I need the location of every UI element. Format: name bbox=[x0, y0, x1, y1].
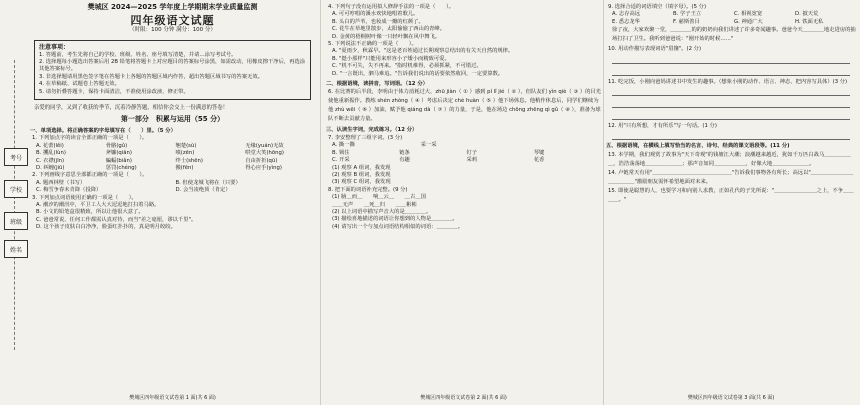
option: A. 志存高远 bbox=[612, 11, 641, 18]
option: 搬(fēn) bbox=[175, 164, 194, 171]
section-heading: 五、根据语境，在横线上填写恰当的名言、诗句、经典的课文语段等。(11 分) bbox=[606, 143, 790, 150]
binding-label-name: 姓名 bbox=[4, 240, 28, 258]
option: B. 但使龙城飞将在（只要） bbox=[175, 179, 241, 186]
section-heading: 二、根据语境，读拼音，写词语。（12 分） bbox=[326, 81, 428, 88]
notice-heading: 注意事项： bbox=[39, 44, 70, 52]
fill-blank-row: ＿＿无声 ＿死＿归 ＿＿彬彬 bbox=[332, 201, 417, 208]
question-2: 2. 下列画线字意思全部都正确的一项是（ ）。 bbox=[32, 172, 148, 179]
word: C. 开采 bbox=[332, 157, 350, 164]
word: 钉子 bbox=[466, 149, 478, 156]
notice-item: 1. 答题前，考生先将自己的学校、班级、姓名、座号填写清楚，并请…涂写考试号。 bbox=[39, 51, 237, 58]
answer-prompt: (1) 观察 A 组词，我发现 bbox=[332, 164, 391, 171]
question-7-words bbox=[332, 142, 601, 149]
page-footer: 樊城区四年级语文试卷第 3 面(共 6 面) bbox=[687, 394, 775, 401]
option: A. 花蕾(lěi) bbox=[36, 142, 64, 149]
question-9-passage: 徐了夜，大家欢聚一堂，＿＿＿＿的的奶奶向我们讲述了许多奇闻趣事。爸爸今天＿＿＿＿地走进房的抽场打扫了卫生。我听到爸爸说："刚开始的时候……" bbox=[612, 27, 856, 43]
option: A. 可可哼唱的溪水欢快地唱着歌儿。 bbox=[332, 11, 419, 18]
option: 骨骼(gǔ) bbox=[105, 142, 128, 149]
question-8: 8. 把下面的词语补充完整。(9 分) bbox=[328, 186, 408, 193]
word bbox=[510, 142, 599, 149]
question-7: 7. 李安整理了三组字词。(3 分) bbox=[328, 134, 403, 141]
option: D. "一言既出，驷马难追。"告诉我们说出的话要依然收回，一定要算数。 bbox=[332, 70, 504, 77]
exam-title: 樊城区 2024—2025 学年度上学期期末学业质量监测 bbox=[87, 3, 258, 11]
section-heading: 三、认读生字词，完成练习。（12 分） bbox=[326, 127, 418, 134]
subject-title: 四年级语文试题 bbox=[130, 14, 215, 28]
question-10: 10. 用动作描写表现词语"眉攘"。(2 分) bbox=[608, 46, 702, 53]
answer-prompt: (2) 观察 B 组词，我发现 bbox=[332, 171, 391, 178]
option: 哄堂大笑(hōng) bbox=[245, 150, 284, 157]
question-13: 13. 本学期，我们观赏了故事为"天下奇观"的钱塘江大潮；浪潮越来越近，犹如千万匹白战马＿＿＿＿＿＿，浩浩荡荡地＿＿＿＿＿＿＿；那声音如同＿＿＿＿＿＿，好像大地＿＿＿＿＿＿＿。 bbox=[608, 151, 851, 167]
option: 斧镰(qiān) bbox=[105, 150, 132, 157]
answer-line[interactable] bbox=[612, 55, 850, 64]
notice-box bbox=[34, 40, 311, 100]
option: B. 学子王立 bbox=[673, 11, 702, 18]
question-4: 4. 下列句子没有运用拟人修辞手法的一项是（ ）。 bbox=[328, 4, 454, 10]
word: 有趣 bbox=[399, 157, 410, 164]
answer-line[interactable] bbox=[612, 67, 850, 76]
option: C. 爸爸常说，任何工作都需认真对待，而当"差之毫厘，谬以千里"。 bbox=[36, 216, 197, 223]
option: 得心应手(yìng) bbox=[245, 164, 282, 171]
exam-meta: （时限：100 分钟 满分：100 分） bbox=[129, 26, 216, 33]
option: B. 头白的芦苇，也妆成一瓣的红颜了。 bbox=[332, 18, 424, 25]
word: 琴键 bbox=[533, 149, 545, 156]
option: 嗔(zēn) bbox=[175, 150, 195, 157]
option: D. 这个孩子皮肤白白净净，脸蛋红扑扑的，真是明月皎皎。 bbox=[36, 224, 176, 231]
page-divider bbox=[320, 0, 321, 405]
notice-item: 5. 请勿折叠答题卡，保持卡面清洁，不准使用涂改液、修正带。 bbox=[39, 88, 189, 95]
binding-margin bbox=[0, 0, 28, 405]
question-9: 9. 选择合适的词语填空（填字母）。(5 分) bbox=[608, 4, 707, 10]
option: H. 铁面无私 bbox=[795, 18, 824, 25]
answer-line[interactable] bbox=[612, 87, 850, 96]
option: C. 花牛在草地里散步，太阳偷偷了西山的青峰。 bbox=[332, 26, 446, 33]
option: 惩罚(chéng) bbox=[105, 164, 137, 171]
question-9-options bbox=[612, 11, 856, 26]
option: E. 悉志龙华 bbox=[612, 18, 640, 25]
option: B. "挺小那样"只能用来形容小子矮小而精致可爱。 bbox=[332, 55, 450, 62]
word: 采莉 bbox=[466, 157, 478, 164]
binding-label-school: 学校 bbox=[4, 180, 28, 198]
question-1-options bbox=[36, 143, 315, 173]
part-title: 第一部分 积累与运用（55 分） bbox=[120, 115, 225, 124]
notice-item: 2. 选择题每小题选出答案后用 2B 铅笔将答题卡上对应题目的答案标号涂黑，如需改动，用橡皮擦干净后，再选涂其他答案标号。 bbox=[39, 59, 306, 73]
option: A. 潮汐的潮汛中，平卫工人大大逗逗地打扫着马路。 bbox=[36, 201, 160, 208]
question-1: 1. 下列加点字的读音全部正确的一项是（ ）。 bbox=[32, 135, 148, 142]
question-7-words-b bbox=[332, 150, 601, 157]
question-5: 5. 下列说法不正确的一项是（ ）。 bbox=[328, 41, 417, 48]
section-heading: 一、单项选择。将正确答案的字母填写在（ ）里。（5 分） bbox=[30, 127, 176, 134]
page-footer: 樊城区四年级语文试卷第 1 面(共 6 面) bbox=[129, 394, 216, 401]
option: D. 披天荒 bbox=[795, 11, 819, 18]
option: 蝙蝠(biǎn) bbox=[105, 157, 132, 164]
answer-prompt: (3) 描绘喜地描述的词语让你想到的人物是＿＿＿＿。 bbox=[332, 216, 458, 223]
option: 绊士(shēn) bbox=[175, 157, 203, 164]
option: C. 衣襟(jīn) bbox=[36, 157, 65, 164]
question-6: 6. 在比赛的后半段，李明由于体力消耗过大，zhū jiàn（ ① ）感到 pí lǐ jié（ ② ），但队友们 yìn qiè（ ③ ）的目光使他重新振作。教练 shén zhòng（ ④ ）考虑后决定 chè huàn（ ⑤ ）他下场休息。他稍作休息后，同学们继续为他 zhù wēi（ ⑥ ）加油，赋予他 qiáng dà（ ⑦ ）的力量，于是，他在场边 chōng zhēng qì gǔ（ ⑧ ），准备为球队不断去贡献力量。 bbox=[328, 89, 601, 123]
option: 无缘(yuán)无故 bbox=[245, 142, 284, 149]
fill-blank-row: (1) 脑＿而＿ 响＿云＿ ＿古＿国 bbox=[332, 194, 426, 201]
word: 链条 bbox=[399, 149, 410, 156]
answer-line[interactable] bbox=[612, 99, 850, 108]
question-11: 11. 吃完饭，小刚向爸妈讲述书中发生的趣事。（想象小刚的动作、语言、神态，把内容写具体）(3 分) bbox=[608, 78, 848, 85]
option: C. 相视宽宽 bbox=[734, 11, 763, 18]
notice-item: 4. 在草稿纸、试题卷上答题无效。 bbox=[39, 81, 120, 88]
question-14: 14. 卢链常天有用"＿＿＿＿＿＿＿＿＿＿＿＿＿＿＿"告诉我们事物各有所长；高远以"＿＿＿＿＿＿＿＿＿＿＿＿＿"激励朋友需怀希望地面对未来。 bbox=[608, 169, 854, 185]
answer-line[interactable] bbox=[612, 131, 850, 140]
question-15: 15. 即使是聪慧的人，也要学习和向别人求教，正如孔代的子先所说："＿＿＿＿＿＿＿＿之上，不争＿＿＿＿。" bbox=[608, 187, 854, 203]
option: A. "夏雨少，秋霖早。"这是老百姓通过长期观察总结出的有关天自然的规律。 bbox=[332, 48, 514, 55]
exam-page-2 bbox=[326, 0, 601, 405]
word: 采一采 bbox=[420, 142, 437, 149]
question-2-options bbox=[36, 180, 315, 195]
option: C. 梅雪争春未肯降（投降） bbox=[36, 187, 102, 194]
answer-line[interactable] bbox=[612, 111, 850, 120]
word: B. 锁住 bbox=[332, 149, 350, 156]
question-12: 12. 用"只有所想，才有所乐"写一句话。(1 分) bbox=[608, 123, 717, 130]
page-footer: 樊城区四年级语文试卷第 2 面(共 6 面) bbox=[420, 394, 507, 401]
option: F. 慈斯善目 bbox=[673, 18, 700, 25]
binding-dashed-line bbox=[14, 60, 15, 350]
question-3: 3. 下列加点词语使用正确的一项是（ ）。 bbox=[32, 194, 137, 201]
option: D. 会当凌绝顶（肯定） bbox=[175, 187, 231, 194]
word: A. 撕一撕 bbox=[332, 142, 355, 149]
option: D. 金黄的梧桐树叶像一只轻叶飘在风中舞飞。 bbox=[332, 33, 441, 40]
option: B. 小文的铅笔盒很精致，所以让他很大意了。 bbox=[36, 209, 144, 216]
page-divider bbox=[603, 0, 604, 405]
option: B. 攫乱(lùn) bbox=[36, 150, 66, 157]
answer-prompt: (2) 以上词语中描写声音大的是＿＿＿＿。 bbox=[332, 208, 432, 215]
option: D. 纠缠(jiū) bbox=[36, 164, 65, 171]
answer-prompt: (4) 请写出一个与加点词语结构相似的词语：＿＿＿＿。 bbox=[332, 223, 464, 230]
option: G. 神通广大 bbox=[734, 18, 763, 25]
exam-page-3 bbox=[606, 0, 856, 405]
question-7-words-c bbox=[332, 157, 601, 164]
exam-page-1 bbox=[30, 0, 315, 405]
answer-prompt: (3) 观察 C 组词，我发现 bbox=[332, 179, 391, 186]
greeting-text: 亲爱的同学，又到了收获的季节，沉着冷静答题，相信你会交上一份满意的答卷！ bbox=[34, 105, 229, 112]
notice-item: 3. 非选择题请用黑色签字笔在答题卡上各题的答题区域内作答，超出答题区域书写的答案无效。 bbox=[39, 73, 263, 80]
option: C. "机不可失，失不再来。"指时机难得，必须抓紧，不可错过。 bbox=[332, 63, 482, 70]
option: A. 题西林壁（书写） bbox=[36, 179, 86, 186]
binding-label-class: 班级 bbox=[4, 212, 28, 230]
word: 花香 bbox=[533, 157, 545, 164]
binding-label-exam-number: 考号 bbox=[4, 148, 28, 166]
option: 翘楚(sù) bbox=[175, 142, 197, 149]
option: 自由折折(qū) bbox=[245, 157, 278, 164]
